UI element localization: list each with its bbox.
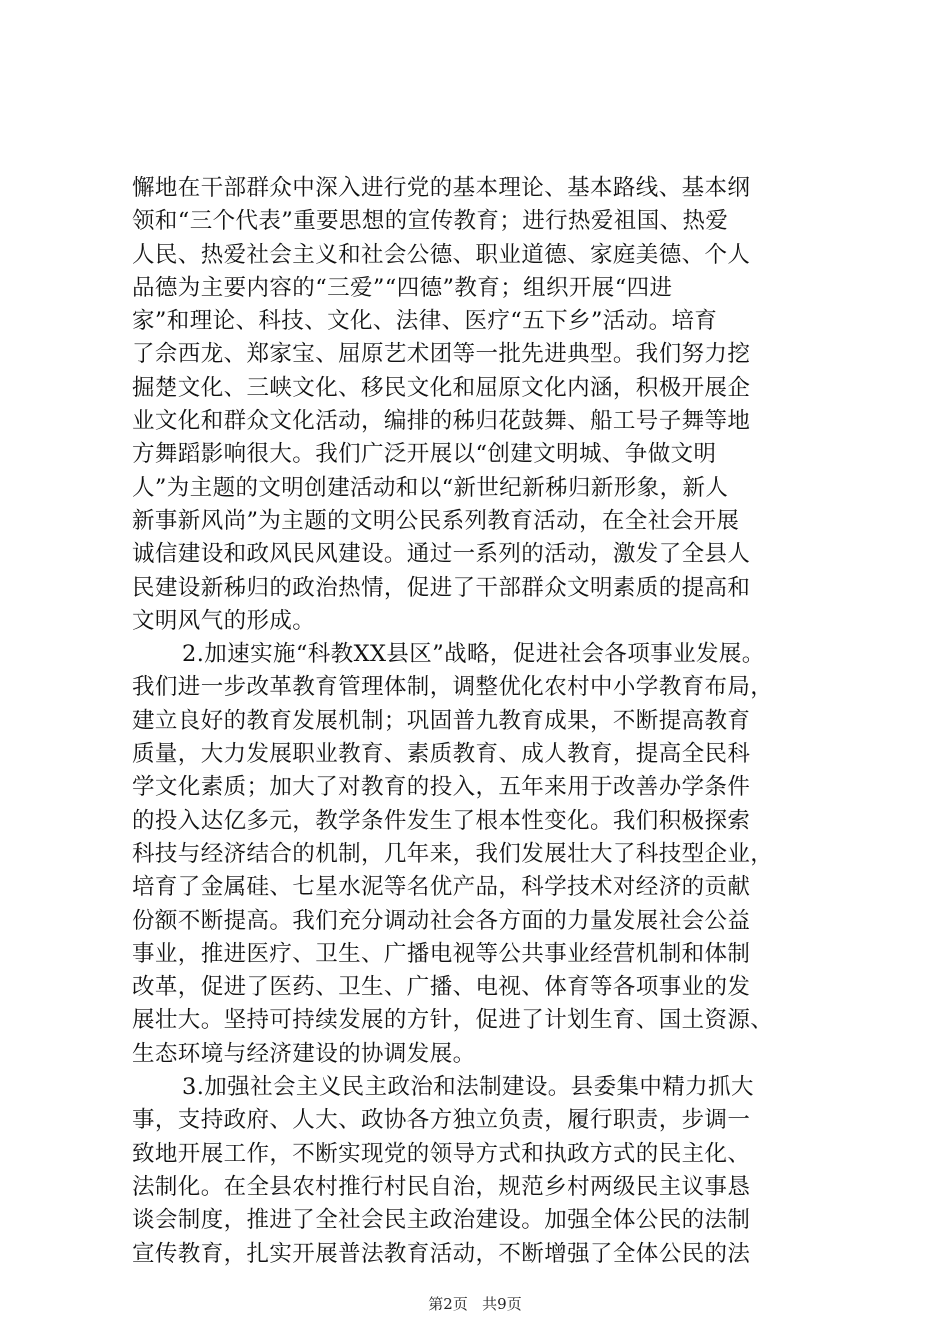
text-line: 谈会制度，推进了全社会民主政治建设。加强全体公民的法制 bbox=[132, 1207, 751, 1234]
text-line: 业文化和群众文化活动，编排的秭归花鼓舞、船工号子舞等地 bbox=[132, 408, 751, 435]
text-line: 科技与经济结合的机制，几年来，我们发展壮大了科技型企业， bbox=[132, 840, 774, 867]
text-line: 份额不断提高。我们充分调动社会各方面的力量发展社会公益 bbox=[132, 907, 751, 934]
text-line: 人”为主题的文明创建活动和以“新世纪新秭归新形象，新人 bbox=[132, 474, 729, 501]
text-line: 事，支持政府、人大、政协各方独立负责，履行职责，步调一 bbox=[132, 1107, 751, 1134]
text-line: 品德为主要内容的“三爱”“四德”教育；组织开展“四进 bbox=[132, 274, 673, 301]
text-line: 文明风气的形成。 bbox=[132, 607, 316, 634]
section-heading-line: 2.加速实施“科教XX县区”战略，促进社会各项事业发展。 bbox=[182, 641, 765, 668]
text-line: 致地开展工作，不断实现党的领导方式和执政方式的民主化、 bbox=[132, 1140, 751, 1167]
text-line: 领和“三个代表”重要思想的宣传教育；进行热爱祖国、热爱 bbox=[132, 208, 729, 235]
text-line: 生态环境与经济建设的协调发展。 bbox=[132, 1040, 476, 1067]
text-line: 家”和理论、科技、文化、法律、医疗“五下乡”活动。培育 bbox=[132, 308, 718, 335]
text-line: 懈地在干部群众中深入进行党的基本理论、基本路线、基本纲 bbox=[132, 175, 751, 201]
text-line: 人民、热爱社会主义和社会公德、职业道德、家庭美德、个人 bbox=[132, 241, 751, 268]
section-heading-line: 3.加强社会主义民主政治和法制建设。县委集中精力抓大 bbox=[182, 1074, 754, 1101]
text-line: 新事新风尚”为主题的文明公民系列教育活动，在全社会开展 bbox=[132, 507, 740, 534]
text-line: 质量，大力发展职业教育、素质教育、成人教育，提高全民科 bbox=[132, 741, 751, 768]
text-line: 事业，推进医疗、卫生、广播电视等公共事业经营机制和体制 bbox=[132, 940, 751, 967]
text-line: 法制化。在全县农村推行村民自治，规范乡村两级民主议事恳 bbox=[132, 1173, 751, 1200]
text-line: 改革，促进了医药、卫生、广播、电视、体育等各项事业的发 bbox=[132, 974, 751, 1001]
text-line: 学文化素质；加大了对教育的投入，五年来用于改善办学条件 bbox=[132, 774, 751, 801]
text-line: 诚信建设和政风民风建设。通过一系列的活动，激发了全县人 bbox=[132, 541, 751, 568]
text-line: 的投入达亿多元，教学条件发生了根本性变化。我们积极探索 bbox=[132, 807, 751, 834]
text-line: 了佘西龙、郑家宝、屈原艺术团等一批先进典型。我们努力挖 bbox=[132, 341, 751, 368]
text-line: 掘楚文化、三峡文化、移民文化和屈原文化内涵，积极开展企 bbox=[132, 374, 751, 401]
text-line: 方舞蹈影响很大。我们广泛开展以“创建文明城、争做文明 bbox=[132, 441, 717, 468]
body-text bbox=[132, 172, 832, 1271]
page-total: 共9页 bbox=[482, 1295, 522, 1313]
text-line: 建立良好的教育发展机制；巩固普九教育成果，不断提高教育 bbox=[132, 707, 751, 734]
page-separator bbox=[473, 1295, 478, 1313]
text-line: 培育了金属硅、七星水泥等名优产品，科学技术对经济的贡献 bbox=[132, 874, 751, 901]
page-number: 第2页 bbox=[428, 1295, 468, 1313]
text-line: 我们进一步改革教育管理体制，调整优化农村中小学教育布局， bbox=[132, 674, 774, 701]
text-line: 民建设新秭归的政治热情，促进了干部群众文明素质的提高和 bbox=[132, 574, 751, 601]
text-line: 展壮大。坚持可持续发展的方针，促进了计划生育、国土资源、 bbox=[132, 1007, 774, 1034]
page-footer bbox=[0, 1294, 950, 1314]
text-line: 宣传教育，扎实开展普法教育活动，不断增强了全体公民的法 bbox=[132, 1240, 751, 1267]
